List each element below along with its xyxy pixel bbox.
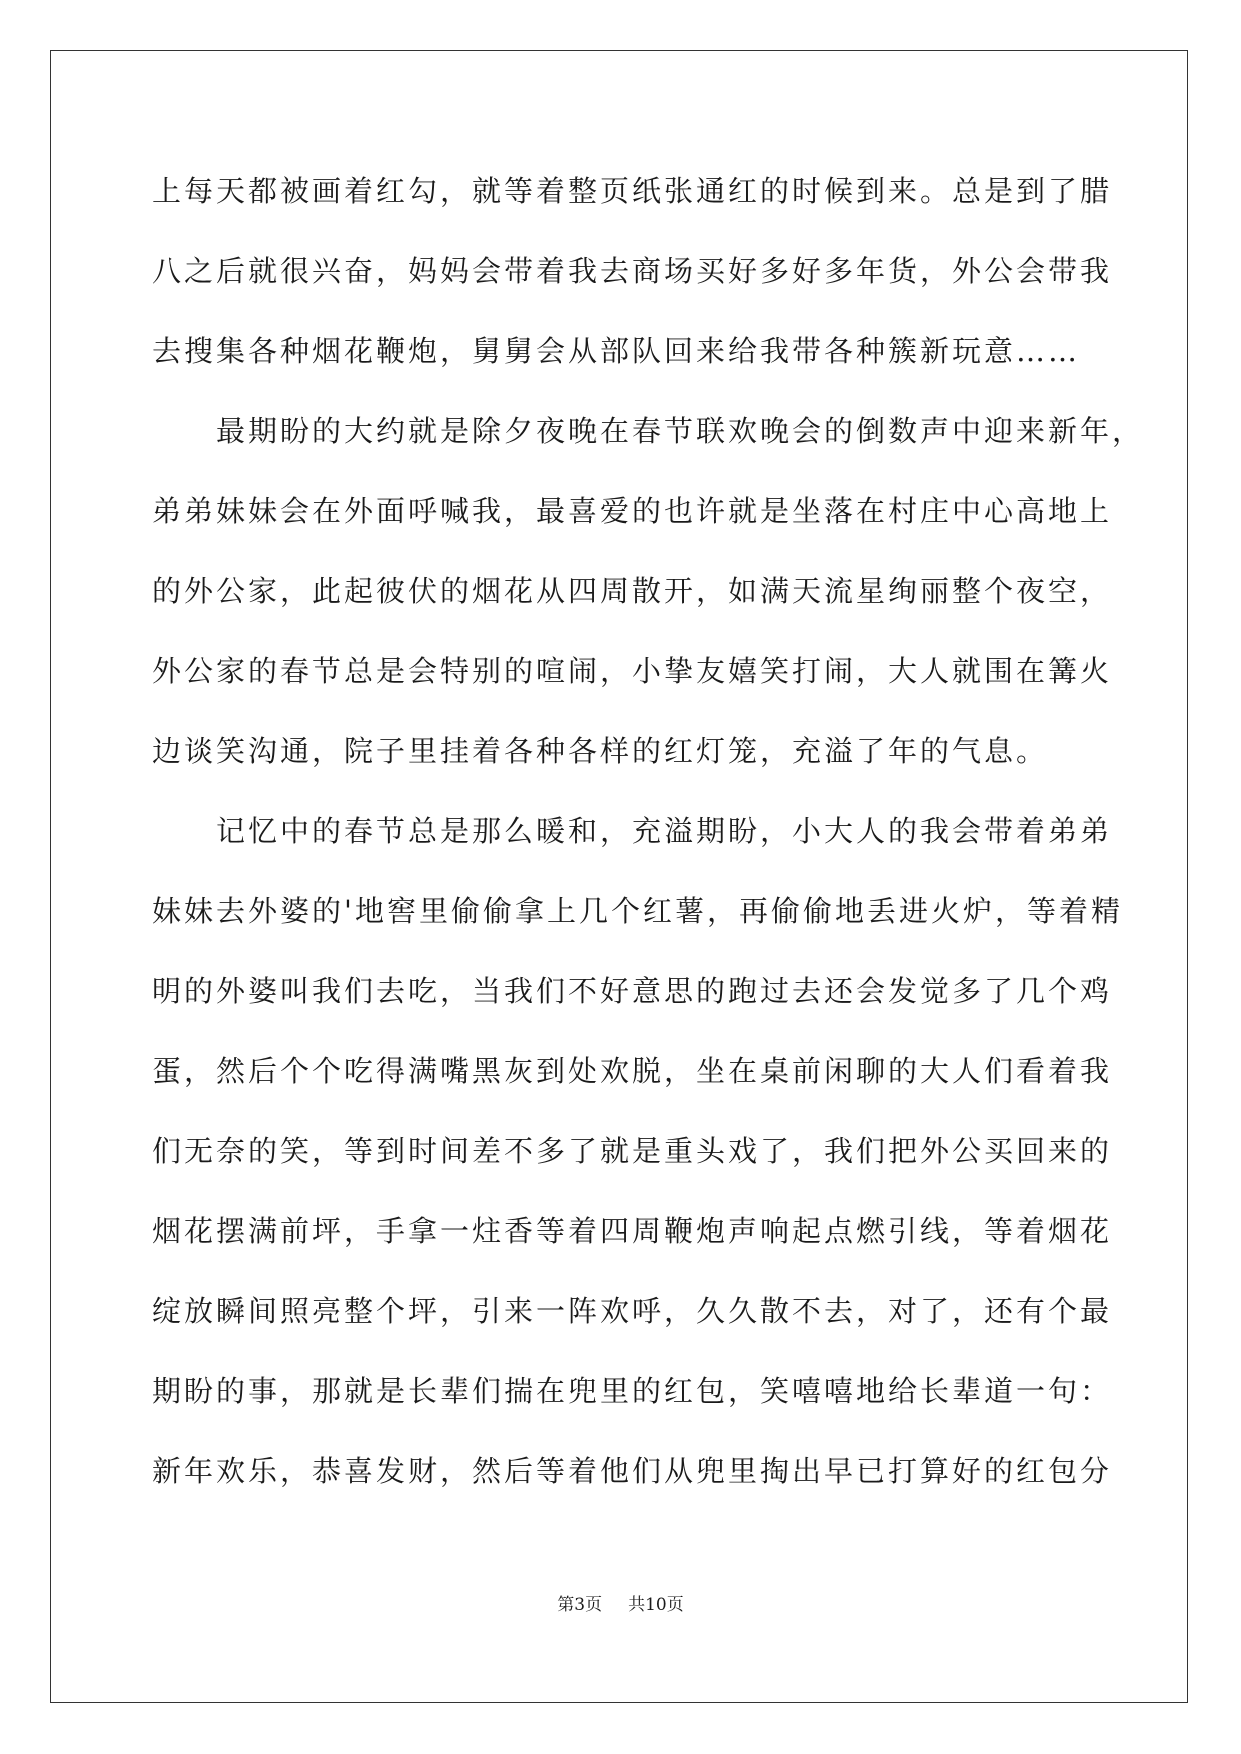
text-line: 们无奈的笑，等到时间差不多了就是重头戏了，我们把外公买回来的 (152, 1134, 1113, 1168)
page-total: 共10页 (628, 1595, 684, 1615)
text-line: 的外公家，此起彼伏的烟花从四周散开，如满天流星绚丽整个夜空， (152, 574, 1113, 608)
page-number: 第3页 (557, 1595, 603, 1615)
text-line: 去搜集各种烟花鞭炮，舅舅会从部队回来给我带各种簇新玩意…… (152, 334, 1081, 368)
text-line: 期盼的事，那就是长辈们揣在兜里的红包，笑嘻嘻地给长辈道一句： (152, 1374, 1113, 1408)
text-line: 绽放瞬间照亮整个坪，引来一阵欢呼，久久散不去，对了，还有个最 (152, 1294, 1113, 1328)
text-line: 外公家的春节总是会特别的喧闹，小挚友嬉笑打闹，大人就围在篝火 (152, 654, 1113, 688)
text-line: 明的外婆叫我们去吃，当我们不好意思的跑过去还会发觉多了几个鸡 (152, 974, 1113, 1008)
text-line: 蛋，然后个个吃得满嘴黑灰到处欢脱，坐在桌前闲聊的大人们看着我 (152, 1054, 1113, 1088)
text-line: 弟弟妹妹会在外面呼喊我，最喜爱的也许就是坐落在村庄中心高地上 (152, 494, 1113, 528)
text-line: 记忆中的春节总是那么暖和，充溢期盼，小大人的我会带着弟弟 (152, 814, 1113, 848)
text-line: 八之后就很兴奋，妈妈会带着我去商场买好多好多年货，外公会带我 (152, 254, 1113, 288)
text-line: 烟花摆满前坪，手拿一炷香等着四周鞭炮声响起点燃引线，等着烟花 (152, 1214, 1113, 1248)
page-footer (0, 1593, 1241, 1617)
text-line: 新年欢乐，恭喜发财，然后等着他们从兜里掏出早已打算好的红包分 (152, 1454, 1113, 1488)
text-line: 上每天都被画着红勾，就等着整页纸张通红的时候到来。总是到了腊 (152, 174, 1113, 208)
text-line: 最期盼的大约就是除夕夜晚在春节联欢晚会的倒数声中迎来新年， (152, 414, 1145, 448)
text-line: 边谈笑沟通，院子里挂着各种各样的红灯笼，充溢了年的气息。 (152, 734, 1049, 768)
text-line: 妹妹去外婆的'地窖里偷偷拿上几个红薯，再偷偷地丢进火炉，等着精 (152, 894, 1123, 928)
